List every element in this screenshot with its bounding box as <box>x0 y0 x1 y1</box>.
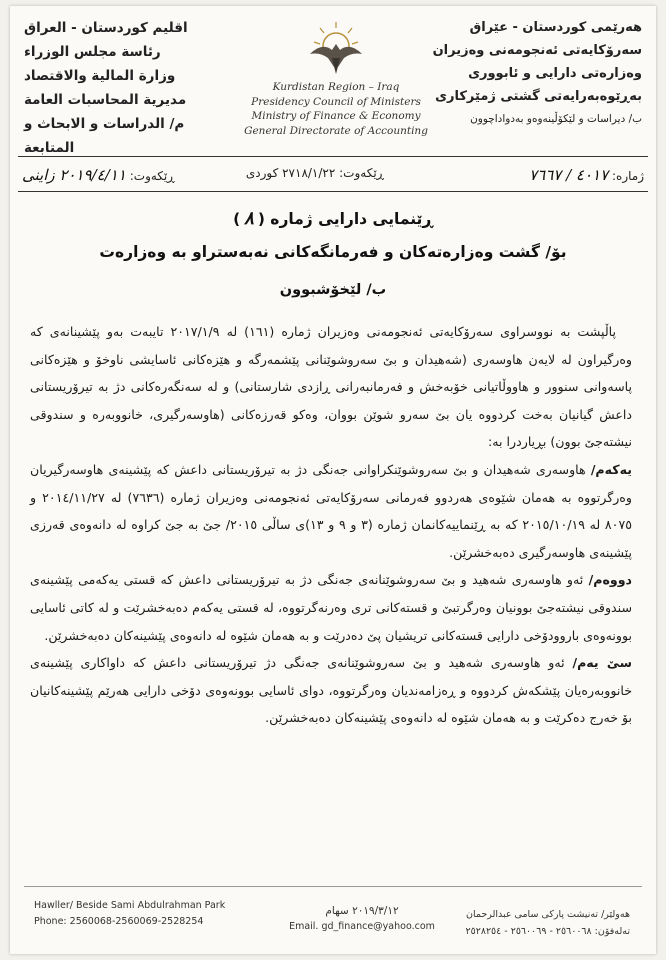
footer-date-stamp: ٢٠١٩/٣/١٢ سهام <box>325 905 399 917</box>
recipients-title: بۆ/ گشت وەزارەتەكان و فەرمانگەكانی نەبەستراو بە وەزارەت <box>99 243 567 261</box>
header-english-line: Kurdistan Region – Iraq <box>272 81 400 93</box>
list-item-text: ئەو هاوسەری شەهید و بێ سەروشوێنانەی جەنگی دژ تیرۆریستانی داعش كە داواكاری پێشینەی خانووبەرەیان پێشكەش كردووە و ڕەزامەندیان وەرگرتووە، دوای ئاسایی بوونەوەی دۆخی دارایی هەرێم پێشینەكانیان بۆ خەرج دەكرێت و بە هەمان شێوە لە دانەوەی پێشینەكان دەبەخشرێن. <box>30 655 632 726</box>
footer-phone-ku: تەلەفۆن: ٢٥٦٠٠٦٨ - ٢٥٦٠٠٦٩ - ٢٥٢٨٢٥٤ <box>465 926 630 937</box>
footer-address-en: Hawller/ Beside Sami Abdulrahman Park <box>34 900 226 911</box>
header-kurdish-line: وەزارەتی دارایی و ئابووری <box>468 66 642 81</box>
ref-date-value: ٢٠١٩/٤/١١ زاینی <box>22 166 126 184</box>
footer-center <box>272 904 452 934</box>
list-item-text: ئەو هاوسەری شەهید و بێ سەروشوێنانەی جەنگی دژ بە تیرۆریستانی داعش كە قستی یەكەمی پێشینەی سندوقی نیشتەجێ بوونیان وەرگرتبێ و قستەكانی تری وەرنەگرتووە، لە قستی یەكەم دەبەخشرێت و لە كاتی ئاسایی بوونەوەی باروودۆخی دارایی قستەكانی تریشیان پێ دەدرێت و بە هەمان شێوە لە دانەوەی پێشینەكان دەبەخشرێن. <box>30 572 632 643</box>
guide-number: ٨ <box>244 208 254 229</box>
ref-date-label: ڕێكەوت: <box>129 169 175 183</box>
guide-title <box>50 208 616 229</box>
footer-address-ku: هەولێر/ تەنیشت پاركی سامی عبدالرحمان <box>466 909 630 920</box>
ref-kurdish-date-label: ڕێكەوت: <box>339 166 384 180</box>
footer-divider <box>24 886 642 887</box>
header-kurdish-line: هەرێمی كوردستان - عێراق <box>469 20 642 35</box>
header-english-line: Presidency Council of Ministers <box>251 95 421 108</box>
footer-kurdish <box>440 906 630 940</box>
ref-kurdish-date-group <box>246 166 384 180</box>
header-arabic-line: م/ الدراسات و الابحاث و المتابعة <box>24 116 185 156</box>
header-arabic-line: رئاسة مجلس الوزراء <box>24 44 161 60</box>
header-divider <box>18 156 648 157</box>
header-english-block <box>228 80 444 138</box>
header-kurdish-line: بەڕێوەبەرایەتی گشتی ژمێرکاری <box>435 89 642 104</box>
reference-divider <box>18 191 648 192</box>
list-item-lead: دووەم/ <box>588 572 632 588</box>
list-item-lead: سێ یەم/ <box>572 655 632 671</box>
intro-paragraph: پاڵپشت بە نووسراوی سەرۆكایەتی ئەنجومەنی وەزیران ژمارە (١٦١) لە ٢٠١٧/١/٩ تایبەت بەو پێشینانەی كە وەرگیراون لە لایەن هاوسەری (شەهیدان و بێ سەروشوێنانی پێشمەرگە و هێزەكانی ئاسایشی ناوخۆ و هێزەكانی پاسەوانی سنوور و هاووڵاتیانی خۆبەخش و فەرمانبەرانی ڕازدی شارستانی) و لە سەنگەرەكانی دژ بە تیرۆریستانی داعش گیانیان بەخت كردووە یان بێ سەرو شوێن بووان، وەكو قەرزەكانی (هاوسەرگیری، خانووبەرە و سندوقی نیشتەجێ بوون) بڕیاردرا بە: <box>30 324 632 450</box>
reference-row <box>22 164 644 186</box>
list-item-lead: یەكەم/ <box>590 461 632 477</box>
kurdistan-eagle-emblem-icon <box>302 20 370 78</box>
guide-title-suffix: ) <box>233 210 241 228</box>
header-kurdish-block <box>427 16 642 131</box>
ref-number-group <box>529 166 644 184</box>
document-body <box>30 318 632 732</box>
list-item <box>30 649 632 732</box>
header-english-line: Ministry of Finance & Economy <box>251 110 421 122</box>
footer-english <box>34 898 244 930</box>
ref-number-value: ٤٠١٧ / ٧٦٦٧ <box>529 166 609 184</box>
ref-kurdish-date-value: ٢٧١٨/١/٢٢ كوردی <box>245 166 336 180</box>
ref-date-group <box>22 166 175 184</box>
ref-number-label: ژمارە: <box>611 169 644 183</box>
header-kurdish-line: سەرۆكایەتی ئەنجومەنی وەزیران <box>432 43 642 58</box>
header-arabic-block <box>24 16 224 160</box>
list-item <box>30 566 632 649</box>
header-kurdish-line: ب/ دیراسات و لێکۆڵینەوەو بەدواداچوون <box>470 113 642 125</box>
header-arabic-line: وزارة المالية والاقتصاد <box>24 68 176 84</box>
header-english-line: General Directorate of Accounting <box>244 124 428 137</box>
footer-email: Email. gd_finance@yahoo.com <box>289 921 435 932</box>
footer-phone-en: Phone: 2560068-2560069-2528254 <box>34 916 204 927</box>
list-item <box>30 456 632 566</box>
guide-title-prefix: ڕێنمایی دارایی ژمارە ( <box>257 210 433 228</box>
list-item-text: هاوسەری شەهیدان و بێ سەروشوێنكراوانی جەنگی دژ بە تیرۆریستانی داعش كە پێشینەی هاوسەرگیریان وەرگرتووە بە هەمان شێوەی هەردوو فەرمانی سەرۆكایەتی ئەنجومەنی وەزیران ژمارە (٧٦٣٦) لە ٢٠١٤/١١/٢٧ و ٨٠٧٥ لە ٢٠١٥/١٠/١٩ كە بە ڕێنماییەكانمان ژمارە (٣ و ٩ و ١٣)ی ساڵی ٢٠١٥/ جێ بە جێ كراوە لە دانەوەی قەرزی پێشینەی هاوسەرگیری دەبەخشرێن. <box>30 461 632 560</box>
header-arabic-line: اقليم كوردستان - العراق <box>24 20 188 36</box>
document-page <box>10 6 656 954</box>
subject-title: ب/ لێخۆشبوون <box>279 282 387 298</box>
header-arabic-line: مديرية المحاسبات العامة <box>24 92 187 108</box>
